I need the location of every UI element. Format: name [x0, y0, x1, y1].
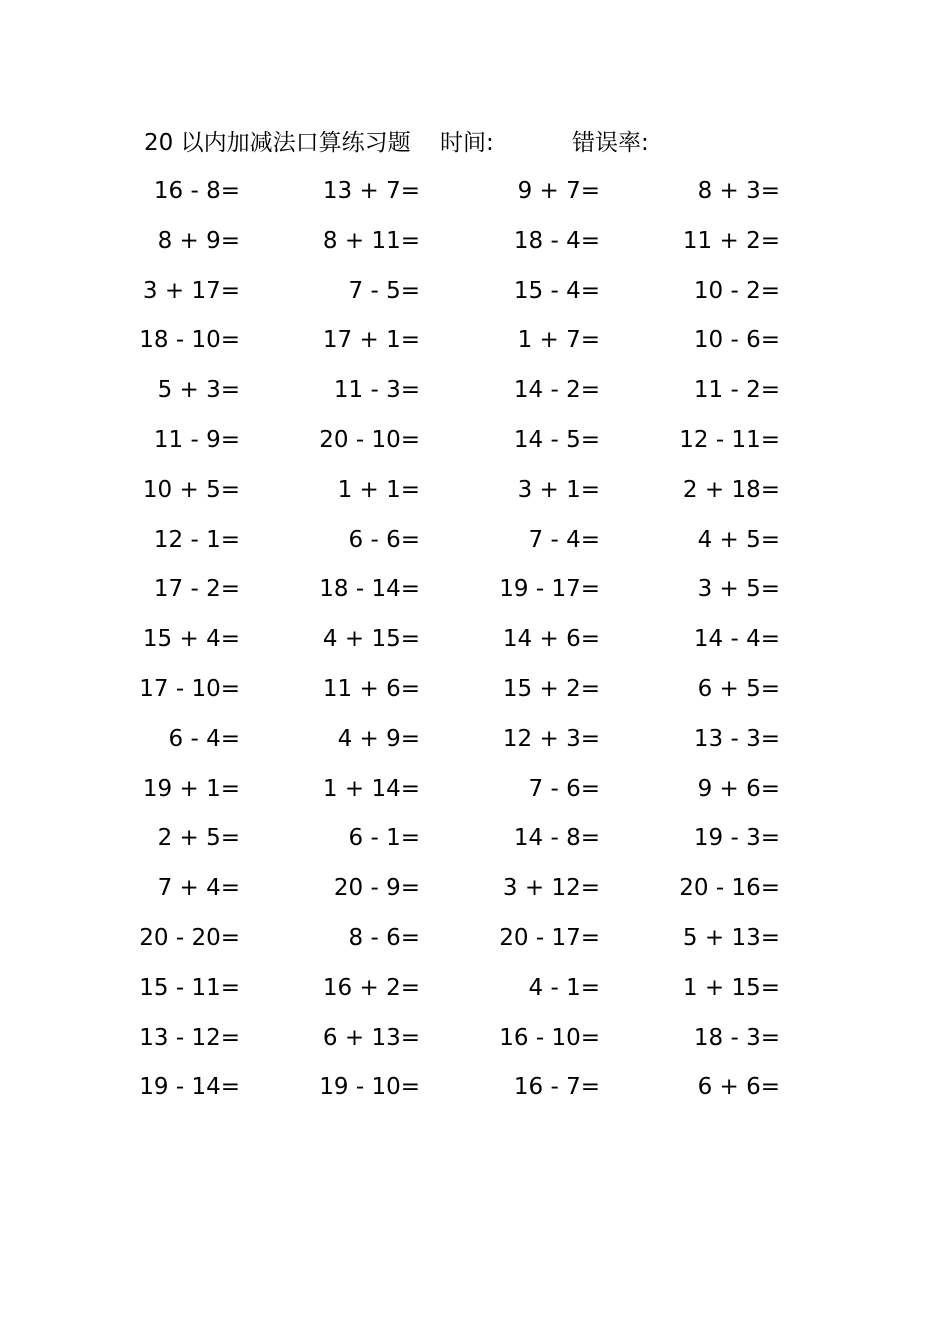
problem-r10-c1: 15 + 4=	[142, 626, 240, 652]
problem-r10-c3: 14 + 6=	[502, 626, 600, 652]
problem-r14-c3: 14 - 8=	[513, 825, 600, 851]
problem-r18-c2: 6 + 13=	[322, 1025, 420, 1051]
problem-r8-c4: 4 + 5=	[697, 527, 780, 553]
worksheet-title: 20 以内加减法口算练习题	[144, 130, 411, 156]
problem-r15-c4: 20 - 16=	[679, 875, 780, 901]
problem-r13-c4: 9 + 6=	[697, 776, 780, 802]
problem-r16-c2: 8 - 6=	[348, 925, 420, 951]
problem-r18-c1: 13 - 12=	[139, 1025, 240, 1051]
problem-r12-c4: 13 - 3=	[693, 726, 780, 752]
problem-r17-c2: 16 + 2=	[322, 975, 420, 1001]
problem-r6-c1: 11 - 9=	[153, 427, 240, 453]
problem-r8-c3: 7 - 4=	[528, 527, 600, 553]
problem-r8-c1: 12 - 1=	[153, 527, 240, 553]
problem-r8-c2: 6 - 6=	[348, 527, 420, 553]
problem-r6-c4: 12 - 11=	[679, 427, 780, 453]
problem-r14-c2: 6 - 1=	[348, 825, 420, 851]
problem-r15-c1: 7 + 4=	[157, 875, 240, 901]
problem-r11-c3: 15 + 2=	[502, 676, 600, 702]
problem-r10-c4: 14 - 4=	[693, 626, 780, 652]
problem-r5-c1: 5 + 3=	[157, 377, 240, 403]
problem-r7-c2: 1 + 1=	[337, 477, 420, 503]
problem-r4-c2: 17 + 1=	[322, 327, 420, 353]
problem-r3-c1: 3 + 17=	[142, 278, 240, 304]
problem-r1-c2: 13 + 7=	[322, 178, 420, 204]
problem-r14-c1: 2 + 5=	[157, 825, 240, 851]
problem-r9-c3: 19 - 17=	[499, 576, 600, 602]
problem-r6-c2: 20 - 10=	[319, 427, 420, 453]
problem-r9-c4: 3 + 5=	[697, 576, 780, 602]
problem-r4-c4: 10 - 6=	[693, 327, 780, 353]
problem-r11-c4: 6 + 5=	[697, 676, 780, 702]
problem-r16-c1: 20 - 20=	[139, 925, 240, 951]
problem-r5-c2: 11 - 3=	[333, 377, 420, 403]
problem-r19-c3: 16 - 7=	[513, 1074, 600, 1100]
problem-r17-c1: 15 - 11=	[139, 975, 240, 1001]
problem-r18-c3: 16 - 10=	[499, 1025, 600, 1051]
problem-r16-c4: 5 + 13=	[682, 925, 780, 951]
problem-r9-c2: 18 - 14=	[319, 576, 420, 602]
problem-r9-c1: 17 - 2=	[153, 576, 240, 602]
problem-r2-c2: 8 + 11=	[322, 228, 420, 254]
problem-r15-c3: 3 + 12=	[502, 875, 600, 901]
problem-r5-c3: 14 - 2=	[513, 377, 600, 403]
problem-r19-c4: 6 + 6=	[697, 1074, 780, 1100]
problem-r2-c3: 18 - 4=	[513, 228, 600, 254]
problem-r4-c1: 18 - 10=	[139, 327, 240, 353]
problem-r3-c3: 15 - 4=	[513, 278, 600, 304]
problem-r1-c3: 9 + 7=	[517, 178, 600, 204]
problem-r5-c4: 11 - 2=	[693, 377, 780, 403]
problem-r3-c4: 10 - 2=	[693, 278, 780, 304]
problem-r2-c1: 8 + 9=	[157, 228, 240, 254]
time-label: 时间:	[440, 130, 494, 156]
problem-r10-c2: 4 + 15=	[322, 626, 420, 652]
problem-r4-c3: 1 + 7=	[517, 327, 600, 353]
problem-r6-c3: 14 - 5=	[513, 427, 600, 453]
problem-r7-c1: 10 + 5=	[142, 477, 240, 503]
problem-r15-c2: 20 - 9=	[333, 875, 420, 901]
problem-r11-c1: 17 - 10=	[139, 676, 240, 702]
problem-r3-c2: 7 - 5=	[348, 278, 420, 304]
problem-r18-c4: 18 - 3=	[693, 1025, 780, 1051]
problem-r17-c3: 4 - 1=	[528, 975, 600, 1001]
problem-r1-c4: 8 + 3=	[697, 178, 780, 204]
problem-r11-c2: 11 + 6=	[322, 676, 420, 702]
problem-r2-c4: 11 + 2=	[682, 228, 780, 254]
problem-r19-c2: 19 - 10=	[319, 1074, 420, 1100]
problem-r7-c4: 2 + 18=	[682, 477, 780, 503]
problem-r17-c4: 1 + 15=	[682, 975, 780, 1001]
problem-r12-c2: 4 + 9=	[337, 726, 420, 752]
problem-r7-c3: 3 + 1=	[517, 477, 600, 503]
problem-r12-c3: 12 + 3=	[502, 726, 600, 752]
problem-r13-c3: 7 - 6=	[528, 776, 600, 802]
problem-r16-c3: 20 - 17=	[499, 925, 600, 951]
problem-r14-c4: 19 - 3=	[693, 825, 780, 851]
problem-r19-c1: 19 - 14=	[139, 1074, 240, 1100]
error-rate-label: 错误率:	[572, 130, 649, 156]
problem-r1-c1: 16 - 8=	[153, 178, 240, 204]
problem-r13-c2: 1 + 14=	[322, 776, 420, 802]
problem-r12-c1: 6 - 4=	[168, 726, 240, 752]
problem-r13-c1: 19 + 1=	[142, 776, 240, 802]
